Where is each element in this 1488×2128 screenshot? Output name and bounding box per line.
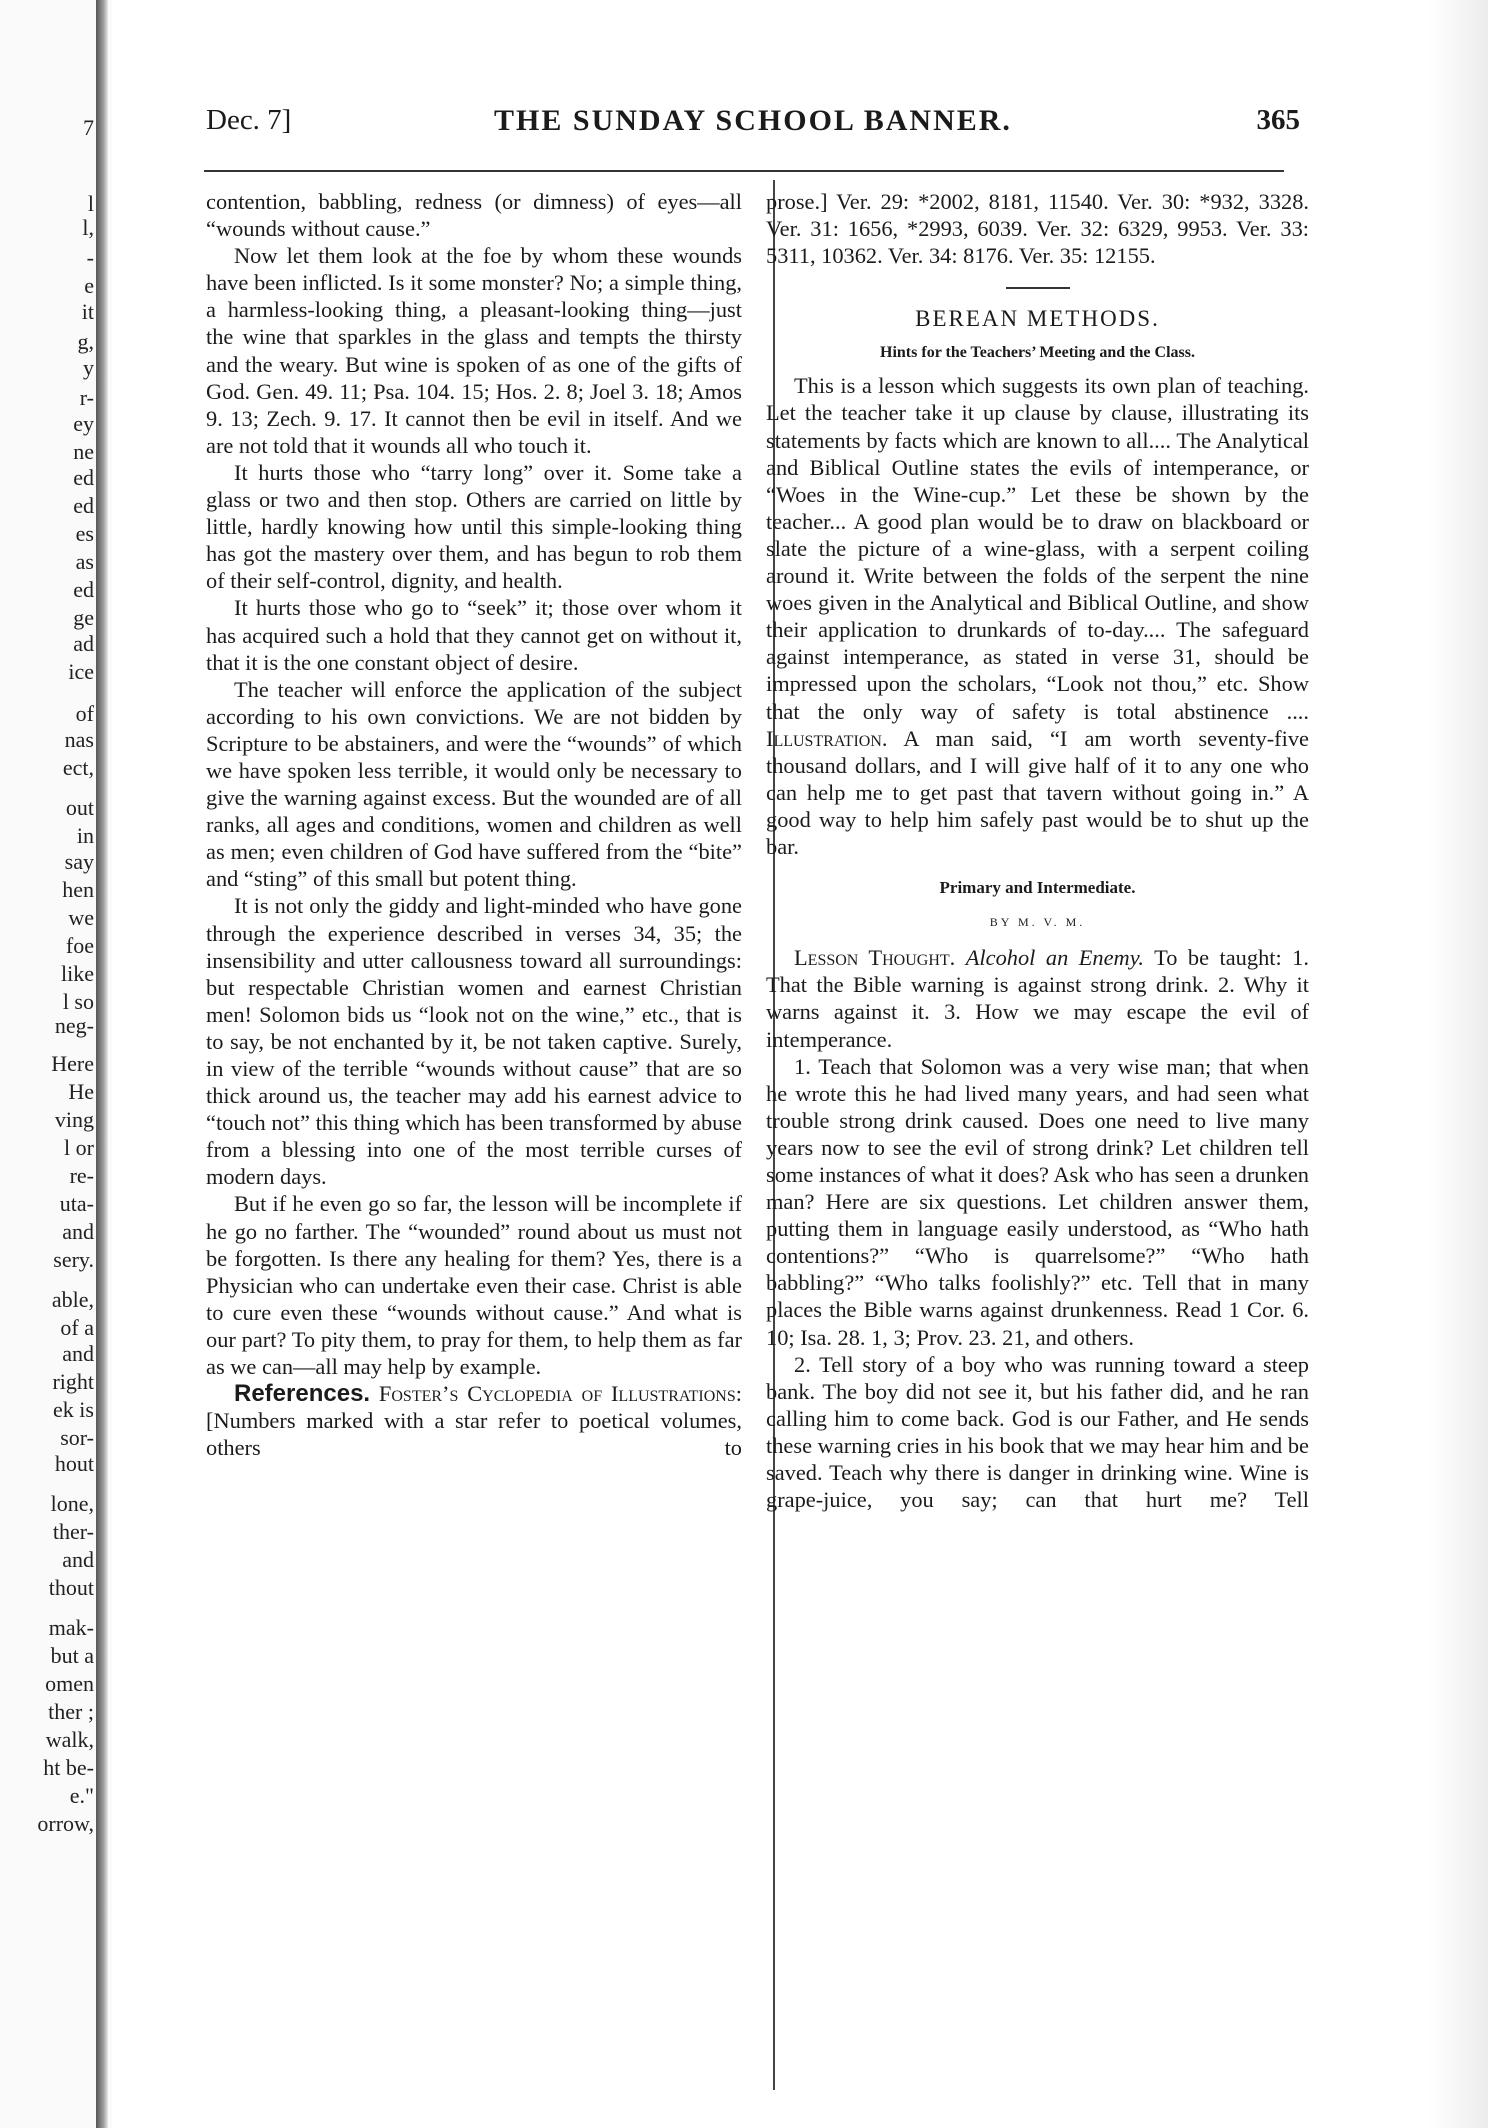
paragraph: Now let them look at the foe by whom these wounds have been inflicted. Is it some monster? No; a simple thing, a harmless-looking thing, a pleasant-looking thing—just the wine that sparkles in the glass and tempts the thirsty and the weary. But wine is spoken of as one of the gifts of God. Gen. 49. 11; Psa. 104. 15; Hos. 2. 8; Joel 3. 18; Amos 9. 13; Zech. 9. 17. It cannot then be evil in itself. And we are not told that it wounds all who touch it. bbox=[206, 243, 742, 458]
lesson-point-1: 1. Teach that Solomon was a very wise man; that when he wrote this he had lived many years, and had seen what trouble strong drink caused. Does one need to live many years now to see the evil of strong drink? Let children tell some instances of what it does? Ask who has seen a drunken man? Here are six questions. Let children answer them, putting them in language easily understood, as “Who hath contentions?” “Who is quarrelsome?” “Who hath babbling?” “Who talks foolishly?” etc. Tell that in many places the Bible warns against drunkenness. Read 1 Cor. 6. 10; Isa. 28. 1, 3; Prov. 23. 21, and others. bbox=[766, 1053, 1309, 1350]
berean-paragraph bbox=[766, 372, 1309, 860]
adjacent-page-fragment: re- bbox=[69, 1163, 94, 1188]
lesson-thought-title: Alcohol an Enemy. bbox=[965, 945, 1145, 971]
adjacent-page-fragment: e." bbox=[69, 1783, 94, 1808]
lesson-thought-text: To be taught: 1. That the Bible warning is against strong drink. 2. Why it warns against it. 3. How we may escape the evil of intemperance. bbox=[766, 945, 1309, 1052]
adjacent-page-fragment: ht be- bbox=[43, 1755, 94, 1780]
header-title: THE SUNDAY SCHOOL BANNER. bbox=[494, 104, 1012, 137]
page-edge-shadow bbox=[1428, 0, 1488, 2128]
berean-text: This is a lesson which suggests its own plan of teaching. Let the teacher take it up clause by clause, illustrating its statements by facts which are known to all.... The Analytical and Biblical Outline states the evils of intemperance, or “Woes in the Wine-cup.” Let these be shown by the teacher... A good plan would be to draw on blackboard or slate the picture of a wine-glass, with a serpent coiling around it. Write between the folds of the serpent the nine woes given in the Analytical and Biblical Outline, and show their application to drunkards of to-day.... The safeguard against intemperance, as stated in verse 31, should be impressed upon the scholars, “Look not thou,” etc. Show that the only way of safety is total abstinence .... bbox=[766, 373, 1309, 724]
adjacent-page-fragment: ving bbox=[54, 1107, 94, 1132]
adjacent-page-fragment: l or bbox=[64, 1135, 94, 1160]
adjacent-page-fragment: ed bbox=[73, 493, 94, 518]
adjacent-page-fragment: ice bbox=[68, 659, 94, 684]
adjacent-page-fragment: uta- bbox=[59, 1191, 94, 1216]
binding-gutter bbox=[96, 0, 108, 2128]
paragraph: It hurts those who “tarry long” over it. Some take a glass or two and then stop. Others are carried on little by little, hardly knowing how until this simple-looking thing has got the mastery over them, and has begun to rob them of their self-control, dignity, and health. bbox=[206, 459, 742, 594]
right-column bbox=[766, 188, 1309, 1513]
adjacent-page-fragment: - bbox=[86, 245, 94, 270]
references-text: : [Numbers marked with a star refer to poetical volumes, others to bbox=[206, 1381, 742, 1461]
adjacent-page-fragment: like bbox=[61, 961, 94, 986]
adjacent-page-fragment: ne bbox=[73, 439, 94, 464]
adjacent-page-fragment: nas bbox=[64, 727, 94, 752]
adjacent-page-fragment: and bbox=[62, 1547, 94, 1572]
adjacent-page-fragment: ge bbox=[73, 605, 94, 630]
adjacent-page-fragment: right bbox=[52, 1369, 94, 1394]
adjacent-page-fragment: omen bbox=[45, 1671, 94, 1696]
adjacent-page-fragment: 7 bbox=[83, 115, 94, 140]
adjacent-page-fragment: hout bbox=[54, 1451, 94, 1476]
adjacent-page-fragment: mak- bbox=[48, 1615, 94, 1640]
lesson-thought-paragraph bbox=[766, 944, 1309, 1052]
adjacent-page-fragment: but a bbox=[50, 1643, 94, 1668]
byline: BY M. V. M. bbox=[989, 915, 1086, 930]
primary-heading: Primary and Intermediate. bbox=[939, 878, 1136, 898]
references-continued: prose.] Ver. 29: *2002, 8181, 11540. Ver. 30: *932, 3328. Ver. 31: 1656, *2993, 6039. Ver. 32: 6329, 9953. Ver. 33: 5311, 10362. Ver. 34: 8176. Ver. 35: 12155. bbox=[766, 189, 1309, 269]
left-column bbox=[206, 188, 742, 1461]
adjacent-page-fragment: in bbox=[76, 823, 94, 848]
adjacent-page-fragment: l, bbox=[82, 215, 94, 240]
adjacent-page-fragment: y bbox=[83, 355, 94, 380]
adjacent-page-fragment: He bbox=[68, 1079, 94, 1104]
adjacent-page-fragment: l so bbox=[62, 989, 94, 1014]
adjacent-page-fragment: walk, bbox=[45, 1727, 94, 1752]
running-header bbox=[206, 104, 1300, 152]
adjacent-page-fragment: r- bbox=[79, 385, 94, 410]
adjacent-page-fragment: it bbox=[81, 299, 94, 324]
adjacent-page-fragment: foe bbox=[65, 933, 94, 958]
adjacent-page-fragment: out bbox=[65, 795, 94, 820]
adjacent-page-fragment: l bbox=[87, 191, 94, 216]
illustration-label: Illustration. bbox=[766, 725, 888, 751]
berean-methods-heading: BEREAN METHODS. bbox=[915, 306, 1160, 332]
adjacent-page-fragment: g, bbox=[77, 329, 94, 354]
adjacent-page-fragment: Here bbox=[51, 1051, 94, 1076]
berean-text-continued: A man said, “I am worth seventy-five thousand dollars, and I will give half of it to any one who can help me to get past that tavern without going in.” A good way to help him safely past would be to shut up the bar. bbox=[766, 725, 1309, 859]
adjacent-page-fragment: as bbox=[75, 549, 94, 574]
references-label: References. bbox=[234, 1380, 371, 1408]
header-date: Dec. 7] bbox=[206, 104, 292, 136]
adjacent-page-fragment: orrow, bbox=[37, 1811, 94, 1836]
lesson-point-2: 2. Tell story of a boy who was running toward a steep bank. The boy did not see it, but his father did, and he ran calling him to come back. God is our Father, and He sends these warning cries in his book that we may hear him and be saved. Teach why there is danger in drinking wine. Wine is grape-juice, you say; can that hurt me? Tell bbox=[766, 1351, 1309, 1513]
paragraph: But if he even go so far, the lesson will be incomplete if he go no farther. The “wounded” round about us must not be forgotten. Is there any healing for them? Yes, there is a Physician who can undertake even their case. Christ is able to cure even these “wounds without cause.” And what is our part? To pity them, to pray for them, to help them as far as we can—all may help by example. bbox=[206, 1191, 742, 1380]
adjacent-page-fragment: sery. bbox=[53, 1247, 94, 1272]
adjacent-page-fragment: of a bbox=[60, 1315, 94, 1340]
paragraph: It hurts those who go to “seek” it; those over whom it has acquired such a hold that they cannot get on without it, that it is the one constant object of desire. bbox=[206, 595, 742, 675]
adjacent-page-fragment: and bbox=[62, 1219, 94, 1244]
adjacent-page-fragment: thout bbox=[48, 1575, 94, 1600]
adjacent-page-fragment: e bbox=[84, 273, 94, 298]
adjacent-page-fragment: ed bbox=[73, 577, 94, 602]
adjacent-page-fragment: ek is bbox=[53, 1397, 94, 1422]
paragraph: contention, babbling, redness (or dimness) of eyes—all “wounds without cause.” bbox=[206, 189, 742, 242]
paragraph: The teacher will enforce the application of the subject according to his own convictions. We are not bidden by Scripture to be abstainers, and were the “wounds” of which we have spoken less terrible, it would only be necessary to give the warning against excess. But the wounded are of all ranks, all ages and conditions, women and children as well as men; even children of God have suffered from the “bite” and “sting” of this small but potent thing. bbox=[206, 676, 742, 892]
references-paragraph bbox=[206, 1380, 742, 1461]
adjacent-page-fragment: of bbox=[75, 701, 94, 726]
section-separator bbox=[1006, 287, 1070, 289]
adjacent-page-fragment: able, bbox=[51, 1287, 94, 1312]
header-rule bbox=[204, 170, 1284, 172]
adjacent-page-fragment: sor- bbox=[60, 1425, 94, 1450]
adjacent-page-fragment: hen bbox=[62, 877, 94, 902]
adjacent-page-fragment: ey bbox=[73, 411, 94, 436]
adjacent-page-fragment: say bbox=[64, 849, 94, 874]
adjacent-page-fragment: we bbox=[68, 905, 94, 930]
references-source: Foster’s Cyclopedia of Illustrations bbox=[378, 1381, 736, 1407]
page-number: 365 bbox=[1256, 104, 1300, 136]
adjacent-page-fragment: lone, bbox=[50, 1491, 94, 1516]
adjacent-page-fragment: es bbox=[75, 521, 94, 546]
adjacent-page-spine bbox=[0, 0, 112, 2128]
adjacent-page-fragment: neg- bbox=[54, 1013, 94, 1038]
adjacent-page-fragment: ther ; bbox=[48, 1699, 94, 1724]
berean-subheading: Hints for the Teachers’ Meeting and the Class. bbox=[880, 344, 1195, 362]
adjacent-page-fragment: ad bbox=[73, 631, 94, 656]
adjacent-page-fragment: ther- bbox=[52, 1519, 94, 1544]
lesson-thought-label: Lesson Thought. bbox=[794, 945, 956, 971]
adjacent-page-fragment: and bbox=[62, 1341, 94, 1366]
adjacent-page-fragment: ed bbox=[73, 465, 94, 490]
adjacent-page-fragment: ect, bbox=[62, 755, 94, 780]
paragraph: It is not only the giddy and light-minded who have gone through the experience described in verses 34, 35; the insensibility and utter callousness toward all surroundings: but respectable Christian women and earnest Christian men! Solomon bids us “look not on the wine,” etc., that is to say, be not enchanted by it, be not taken captive. Surely, in view of the terrible “wounds without cause” that are so thick around us, the teacher may add his earnest advice to “touch not” this thing which has been transformed by abuse from a blessing into one of the most terrible curses of modern days. bbox=[206, 893, 742, 1190]
